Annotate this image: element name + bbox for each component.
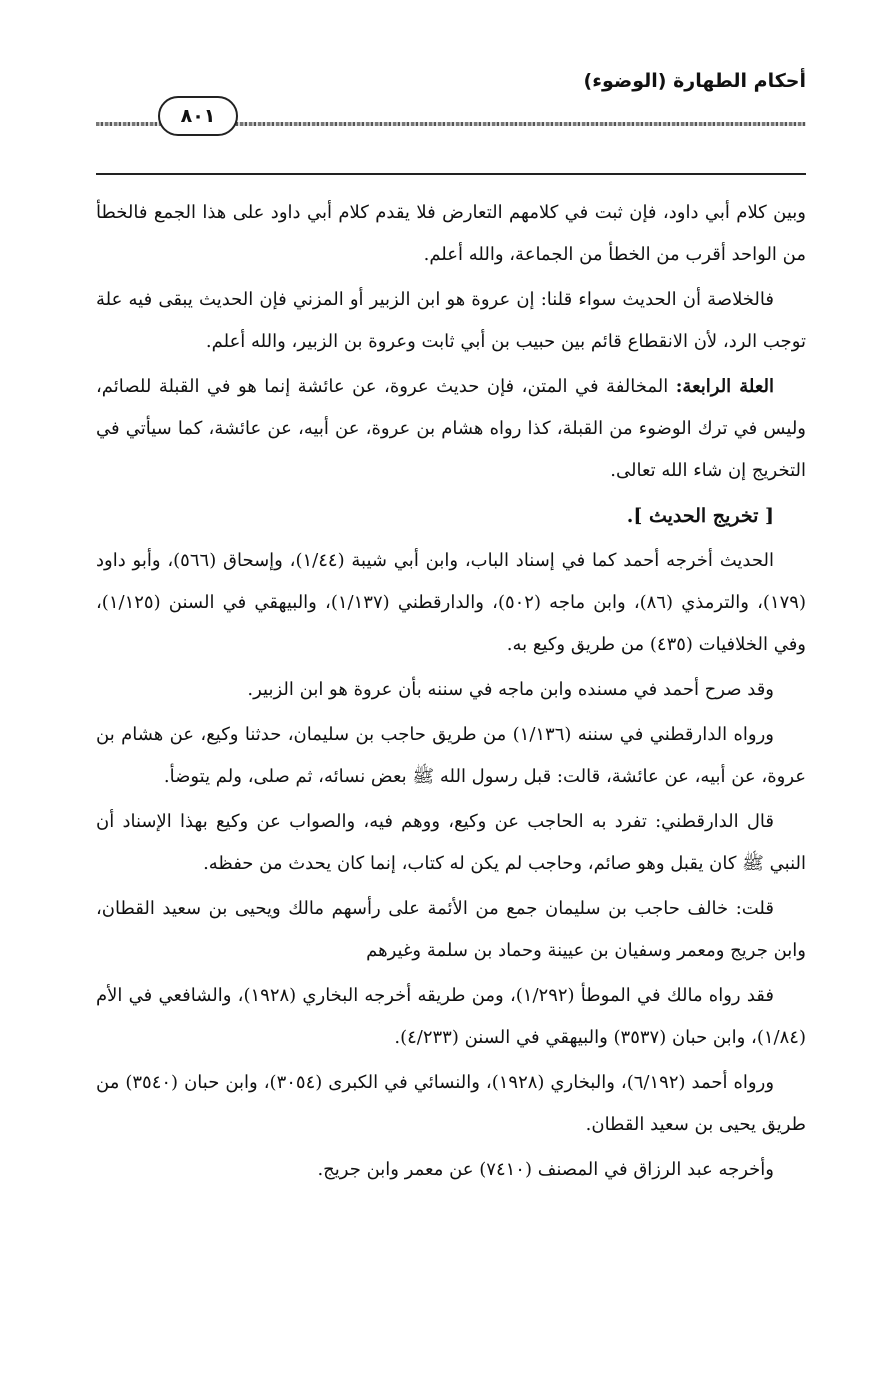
- header-divider: [96, 173, 806, 175]
- paragraph: قلت: خالف حاجب بن سليمان جمع من الأئمة على رأسهم مالك ويحيى بن سعيد القطان، وابن جريج ومعمر وسفيان بن عيينة وحماد بن سلمة وغيرهم: [96, 898, 806, 961]
- paragraph: الحديث أخرجه أحمد كما في إسناد الباب، وابن أبي شيبة (١/٤٤)، وإسحاق (٥٦٦)، وأبو داود (١٧٩)، والترمذي (٨٦)، وابن ماجه (٥٠٢)، والدارقطني (١/١٣٧)، والبيهقي في السنن (١/١٢٥)، وفي الخلافيات (٤٣٥) من طريق وكيع به.: [96, 550, 806, 655]
- running-title: أحكام الطهارة (الوضوء): [583, 70, 806, 92]
- paragraph-body: المخالفة في المتن، فإن حديث عروة، عن عائشة إنما هو في القبلة للصائم، وليس في ترك الوضوء من القبلة، كذا رواه هشام بن عروة، عن أبيه، عن عائشة، كما سيأتي في التخريج إن شاء الله تعالى.: [96, 376, 806, 481]
- page-number: ٨٠١: [158, 96, 238, 136]
- paragraph: وأخرجه عبد الرزاق في المصنف (٧٤١٠) عن معمر وابن جريج.: [317, 1159, 774, 1180]
- body-text: [96, 192, 806, 1194]
- bold-term: العلة الرابعة:: [675, 376, 774, 397]
- paragraph: فالخلاصة أن الحديث سواء قلنا: إن عروة هو ابن الزبير أو المزني فإن الحديث يبقى فيه علة توجب الرد، لأن الانقطاع قائم بين حبيب بن أبي ثابت وعروة بن الزبير، والله أعلم.: [96, 289, 806, 352]
- paragraph: وبين كلام أبي داود، فإن ثبت في كلامهم التعارض فلا يقدم كلام أبي داود على هذا الجمع فالخطأ من الواحد أقرب من الخطأ من الجماعة، والله أعلم.: [96, 202, 806, 265]
- paragraph: ورواه أحمد (٦/١٩٢)، والبخاري (١٩٢٨)، والنسائي في الكبرى (٣٠٥٤)، وابن حبان (٣٥٤٠) من طريق يحيى بن سعيد القطان.: [96, 1072, 806, 1135]
- paragraph: ورواه الدارقطني في سننه (١/١٣٦) من طريق حاجب بن سليمان، حدثنا وكيع، عن هشام بن عروة، عن أبيه، عن عائشة، قالت: قبل رسول الله ﷺ بعض نسائه، ثم صلى، ولم يتوضأ.: [96, 724, 806, 787]
- section-heading: [ تخريج الحديث ].: [626, 505, 774, 527]
- paragraph: [96, 366, 806, 492]
- paragraph: وقد صرح أحمد في مسنده وابن ماجه في سننه بأن عروة هو ابن الزبير.: [247, 679, 774, 700]
- paragraph: قال الدارقطني: تفرد به الحاجب عن وكيع، ووهم فيه، والصواب عن وكيع بهذا الإسناد أن النبي ﷺ كان يقبل وهو صائم، وحاجب لم يكن له كتاب، إنما كان يحدث من حفظه.: [96, 811, 806, 874]
- paragraph: فقد رواه مالك في الموطأ (١/٢٩٢)، ومن طريقه أخرجه البخاري (١٩٢٨)، والشافعي في الأم (١/٨٤)، وابن حبان (٣٥٣٧) والبيهقي في السنن (٤/٢٣٣).: [96, 985, 806, 1048]
